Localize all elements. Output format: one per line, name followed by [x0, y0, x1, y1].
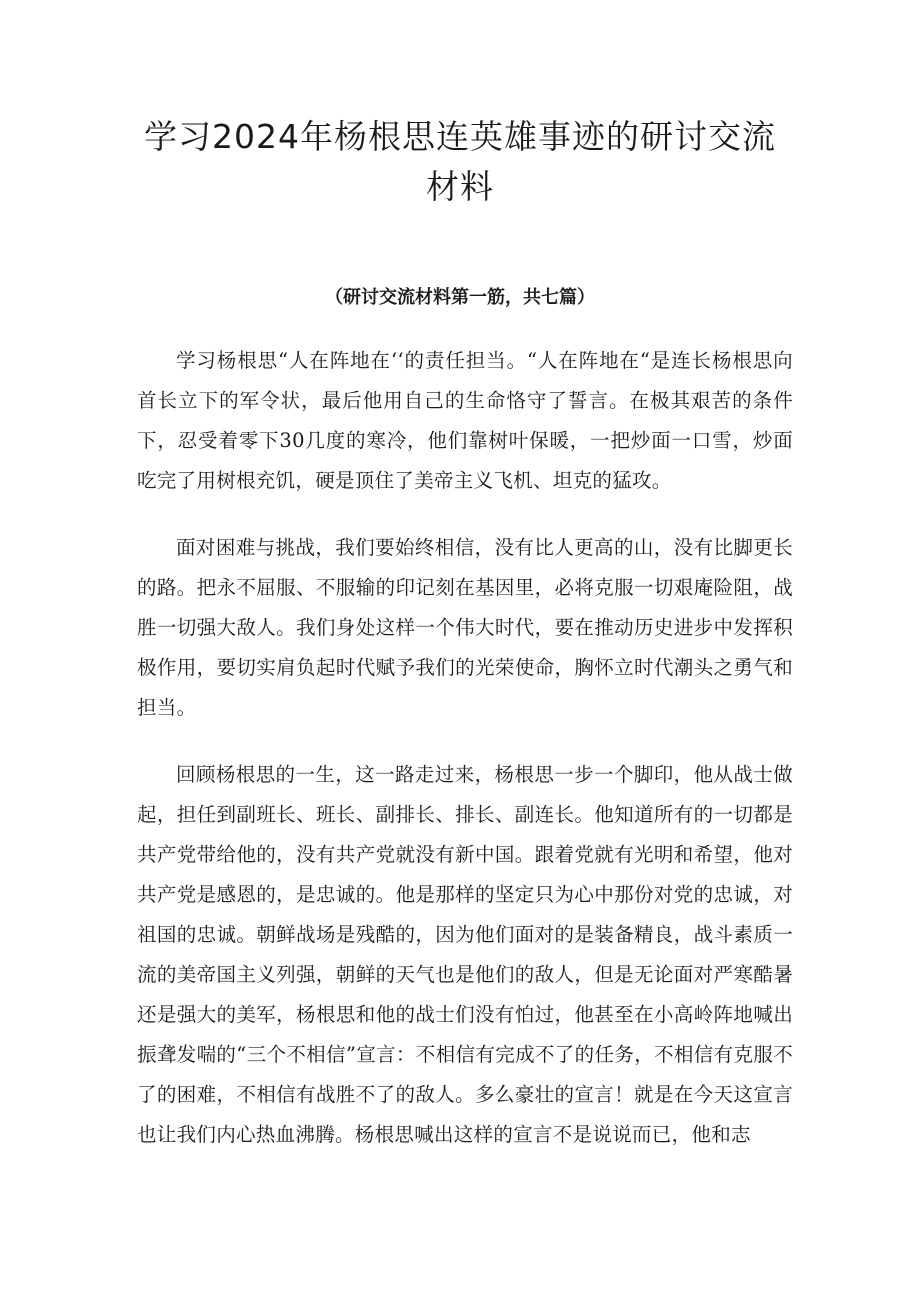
document-body — [137, 341, 793, 1182]
paragraph-3: 回顾杨根思的一生，这一路走过来，杨根思一步一个脚印，他从战士做起，担任到副班长、班长、副排长、排长、副连长。他知道所有的一切都是共产党带给他的，没有共产党就没有新中国。跟着党就有光明和希望，他对共产党是感恩的，是忠诚的。他是那样的坚定只为心中那份对党的忠诚，对祖国的忠诚。朝鲜战场是残酷的，因为他们面对的是装备精良，战斗素质一流的美帝国主义列强，朝鲜的天气也是他们的敌人，但是无论面对严寒酷暑还是强大的美军，杨根思和他的战士们没有怕过，他甚至在小高岭阵地喊出振聋发喘的“三个不相信”宣言：不相信有完成不了的任务，不相信有克服不了的困难，不相信有战胜不了的敌人。多么豪壮的宣言！就是在今天这宣言也让我们内心热血沸腾。杨根思喊出这样的宣言不是说说而已，他和志 — [137, 763, 793, 1146]
document-title — [120, 112, 800, 212]
document-title-line-2: 材料 — [426, 167, 494, 206]
document-subtitle: （研讨交流材料第一筋，共七篇） — [325, 287, 595, 308]
paragraph-2: 面对困难与挑战，我们要始终相信，没有比人更高的山，没有比脚更长的路。把永不屈服、不服输的印记刻在基因里，必将克服一切艰庵险阻，战胜一切强大敌人。我们身处这样一个伟大时代，要在推动历史进步中发挥积极作用，要切实肩负起时代赋予我们的光荣使命，胸怀立时代潮头之勇气和担当。 — [137, 536, 793, 719]
document-title-line-1: 学习2024年杨根思连英雄事迹的研讨交流 — [144, 117, 776, 156]
paragraph-1: 学习杨根思“人在阵地在‘‘的责任担当。“人在阵地在“是连长杨根思向首长立下的军令状，最后他用自己的生命恪守了誓言。在极其艰苦的条件下，忍受着零下30几度的寒冷，他们靠树叶保暖，一把炒面一口雪，炒面吃完了用树根充饥，硬是顶住了美帝主义飞机、坦克的猛攻。 — [137, 349, 793, 492]
